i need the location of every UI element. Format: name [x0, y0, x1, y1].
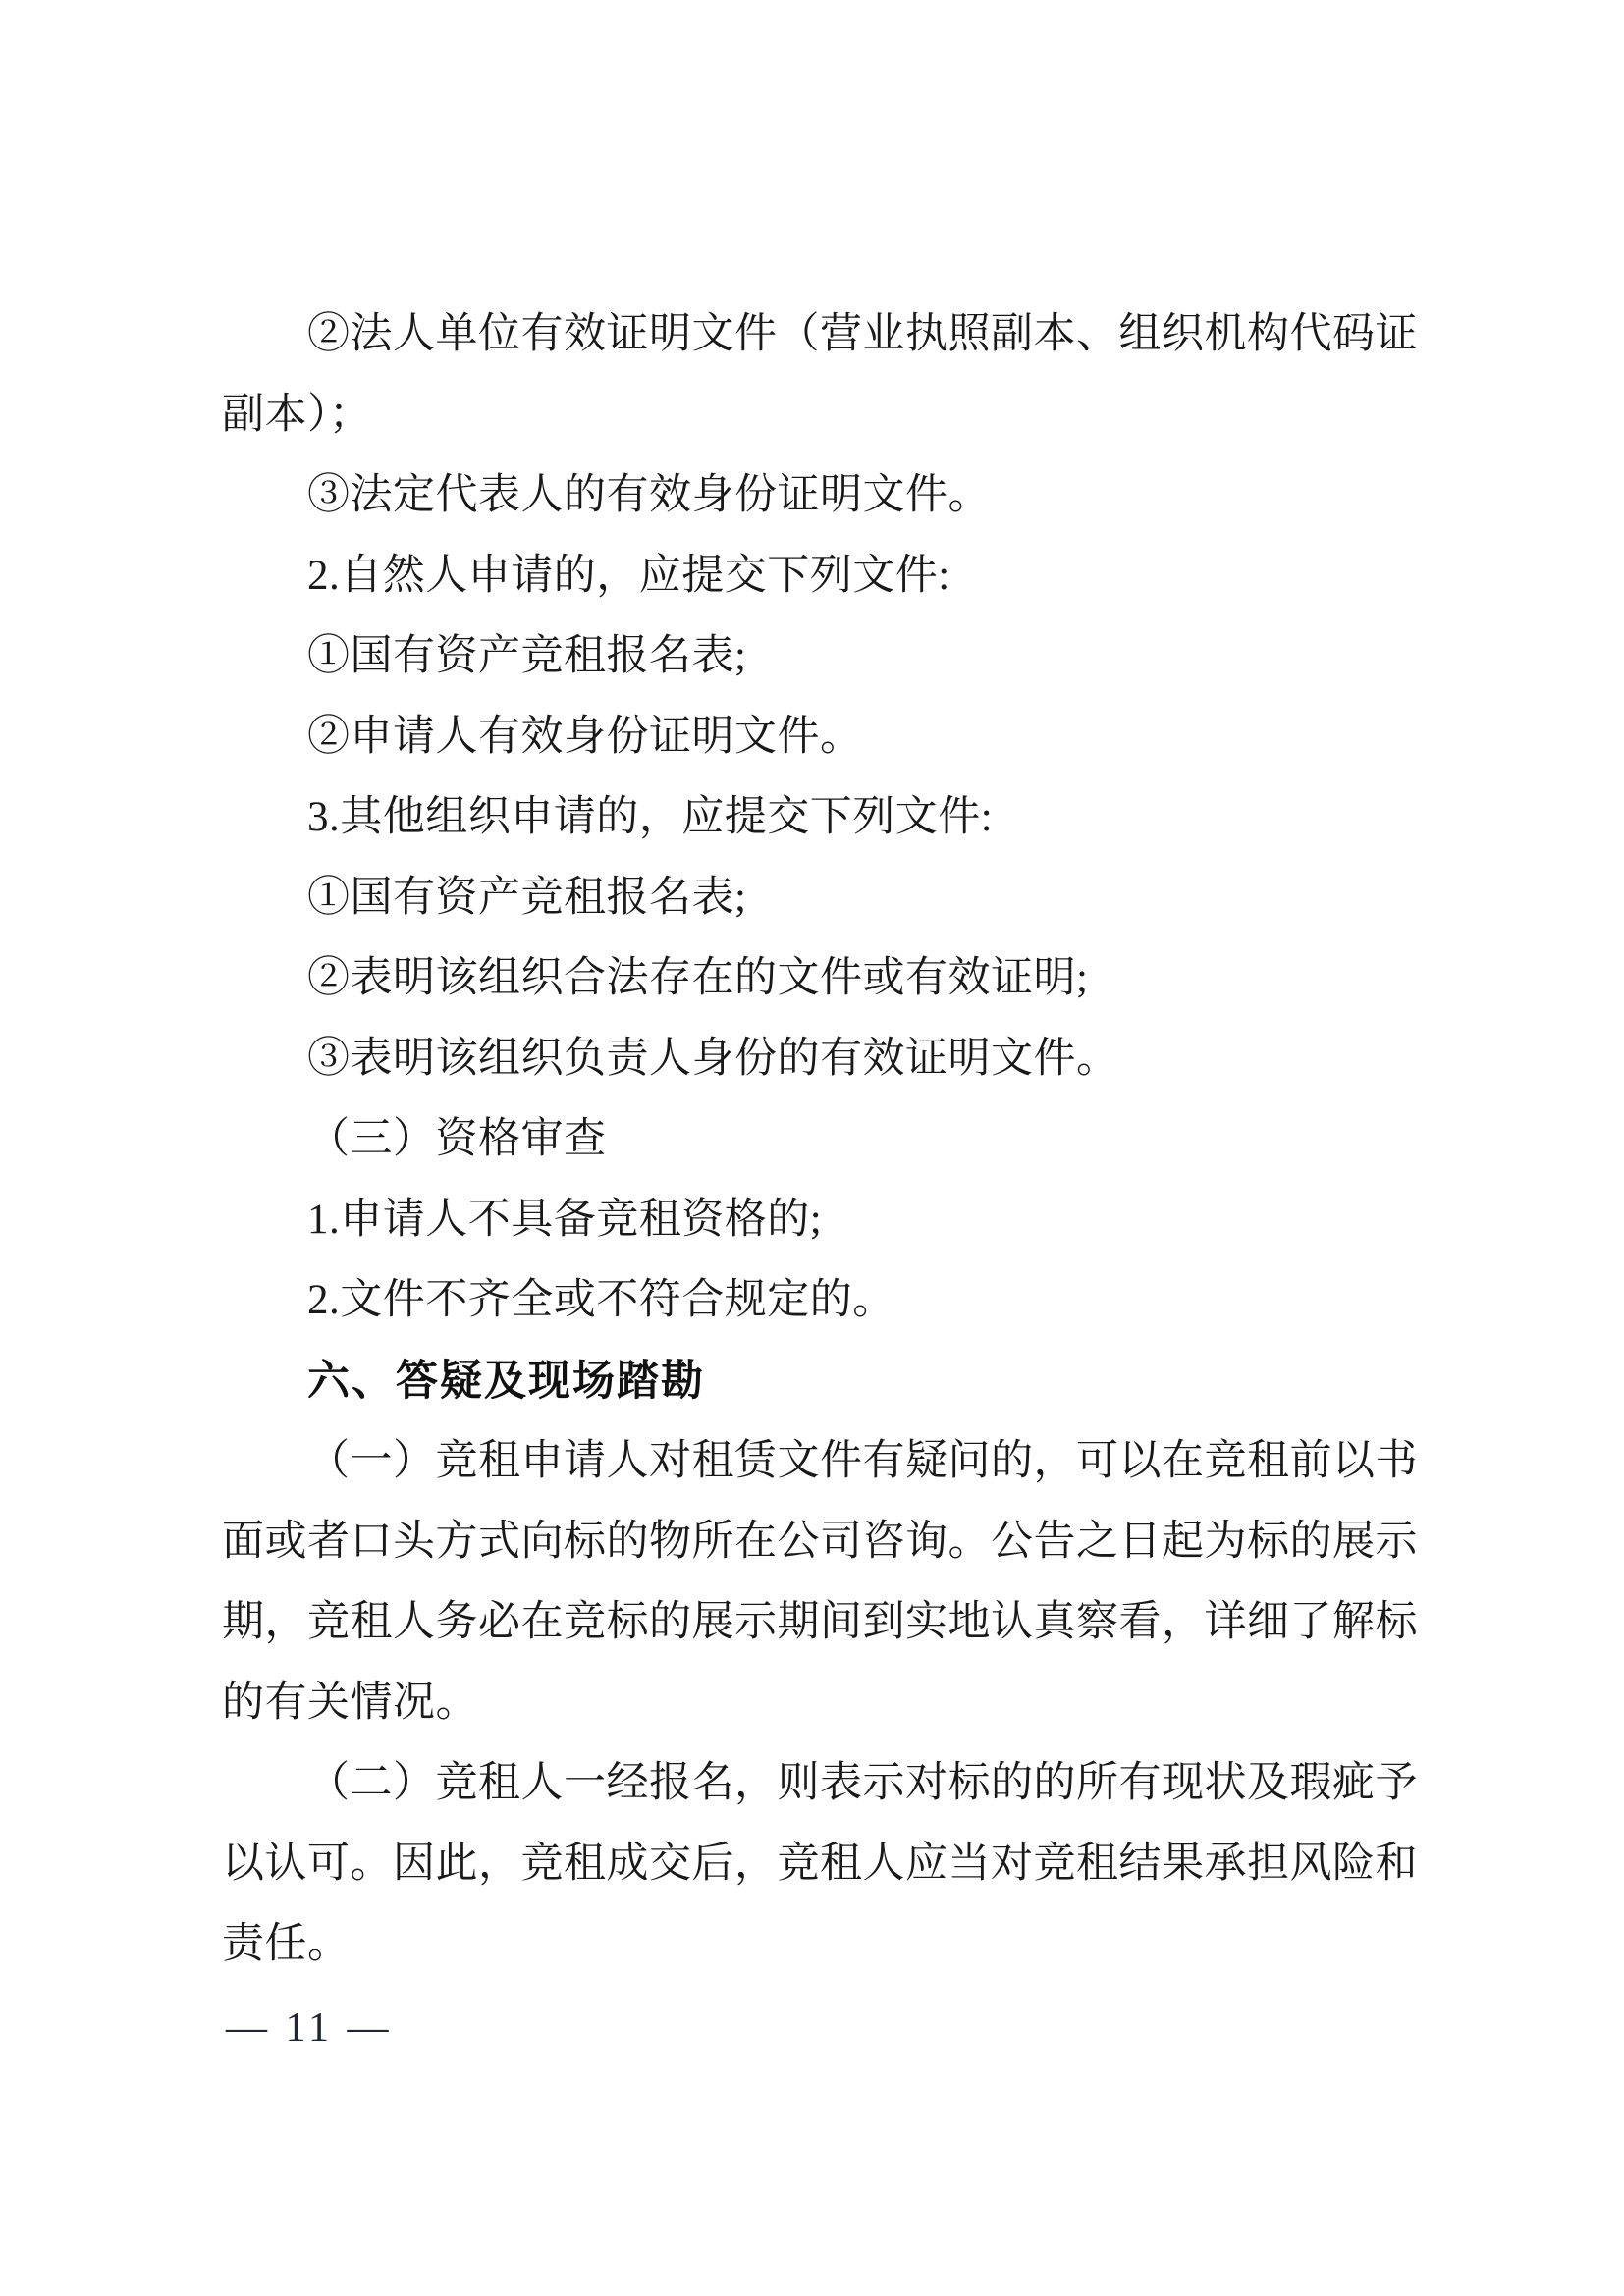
text-line: 以认可。因此，竞租成交后，竞租人应当对竞租结果承担风险和: [222, 1841, 1418, 1887]
list-item-natural-person: 2.自然人申请的，应提交下列文件:: [307, 553, 950, 599]
list-item-other-organization: 3.其他组织申请的，应提交下列文件:: [307, 794, 994, 840]
text-line: ③表明该组织负责人身份的有效证明文件。: [307, 1036, 1119, 1082]
text-line: ③法定代表人的有效身份证明文件。: [307, 472, 991, 518]
document-body: [222, 294, 1449, 1985]
text-line: 面或者口头方式向标的物所在公司咨询。公告之日起为标的展示: [222, 1519, 1418, 1565]
text-line: ②表明该组织合法存在的文件或有效证明;: [307, 955, 1089, 1001]
text-line: 2.文件不齐全或不符合规定的。: [307, 1277, 895, 1323]
text-line: 责任。: [222, 1921, 351, 1967]
section-heading-qa-site-survey: 六、答疑及现场踏勘: [307, 1358, 705, 1405]
text-line: ②申请人有效身份证明文件。: [307, 714, 863, 760]
page-number: — 11 —: [226, 2005, 393, 2051]
text-line: ②法人单位有效证明文件（营业执照副本、组织机构代码证: [307, 311, 1418, 357]
subsection-heading-qualification-review: （三）资格审查: [307, 1116, 607, 1162]
text-line: 期，竞租人务必在竞标的展示期间到实地认真察看，详细了解标: [222, 1599, 1418, 1645]
text-line: 的有关情况。: [222, 1680, 478, 1726]
text-line: 1.申请人不具备竞租资格的;: [307, 1197, 823, 1243]
text-line: （一）竞租申请人对租赁文件有疑问的，可以在竞租前以书: [307, 1438, 1418, 1484]
text-line: ①国有资产竞租报名表;: [307, 875, 747, 921]
text-line: （二）竞租人一经报名，则表示对标的的所有现状及瑕疵予: [307, 1760, 1418, 1806]
text-line: ①国有资产竞租报名表;: [307, 633, 747, 679]
text-line: 副本）；: [222, 392, 372, 438]
